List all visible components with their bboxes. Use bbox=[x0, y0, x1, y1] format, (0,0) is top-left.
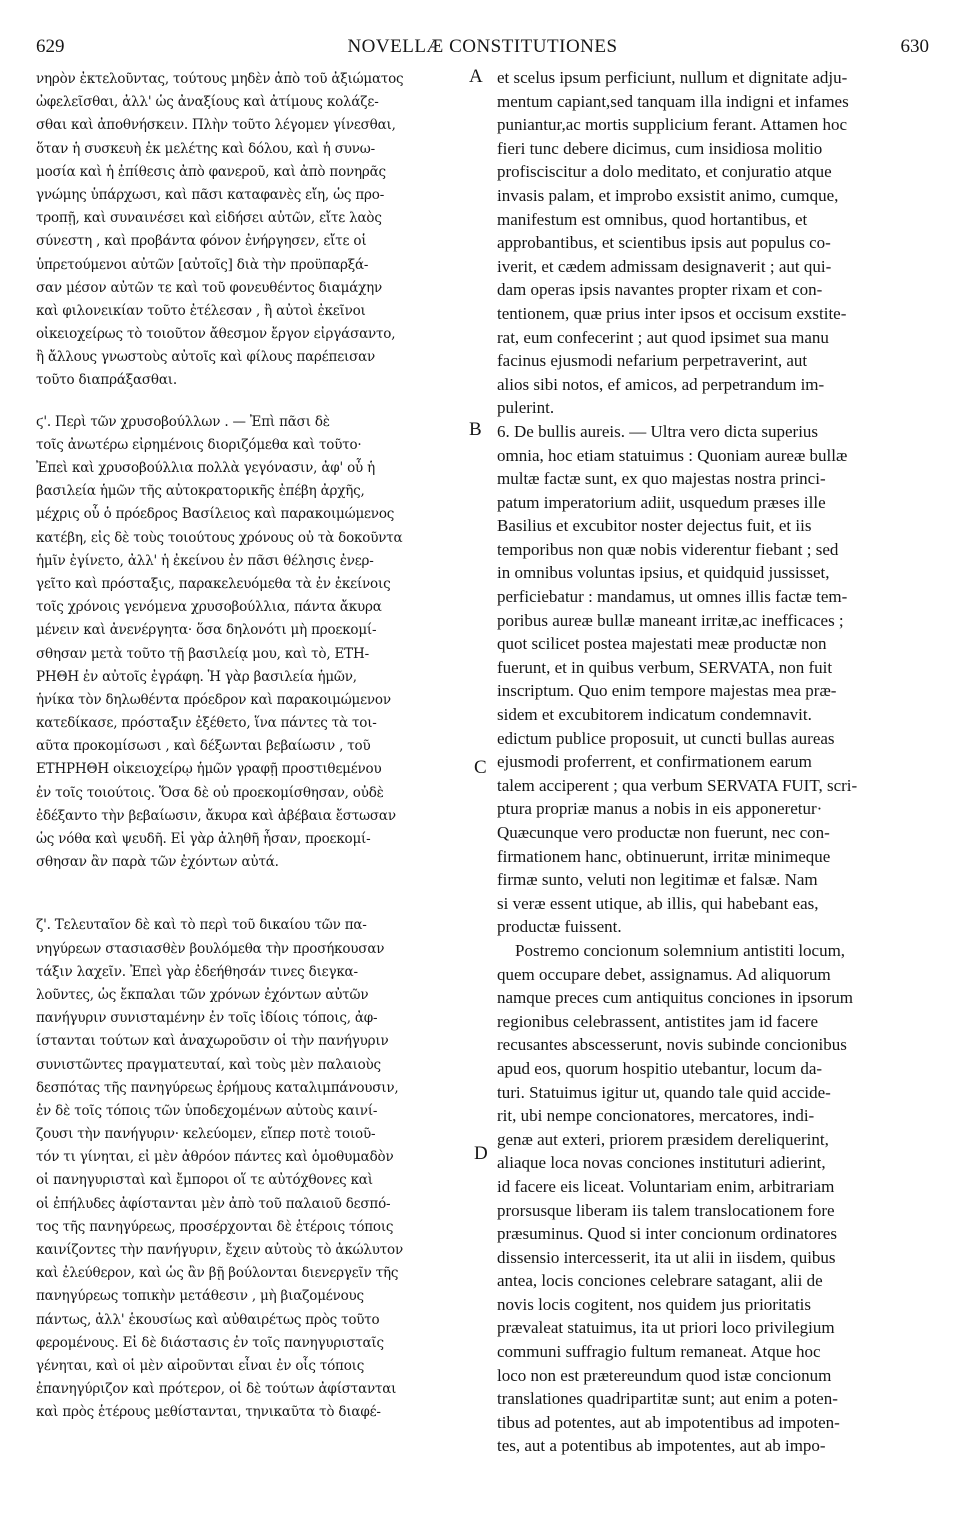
text-line: manifestum est omnibus, quod hortantibus, et bbox=[497, 209, 808, 229]
latin-column bbox=[497, 66, 929, 1458]
text-line: πανηγύρεως τοπικὴν μετάθεσιν , μὴ βιαζομένους bbox=[36, 1288, 364, 1305]
text-line: λοῦντες, ὡς ἔκπαλαι τῶν χρόνων ἐχόντων αὐτῶν bbox=[36, 986, 369, 1003]
text-line: fieri tunc debere dicimus, cum insidiosa molitio bbox=[497, 138, 823, 158]
text-line: κατέβη, εἰς δὲ τοὺς τοιούτους χρόνους οὐ τὰ δοκοῦντα bbox=[36, 529, 403, 546]
text-line: συνιστῶντες πραγματευταί, καὶ τοὺς μὲν παλαιοὺς bbox=[36, 1056, 381, 1073]
text-line: οἰκειοχείρως τὸ τοιοῦτον ἄθεσμον ἔργον εἰργάσαντο, bbox=[36, 326, 396, 343]
text-line: μέχρις οὗ ὁ πρόεδρος Βασίλειος καὶ παρακοιμώμενος bbox=[36, 506, 395, 523]
text-line: νηρὸν ἐκτελοῦντας, τούτους μηδὲν ἀπὸ τοῦ ἀξιώματος bbox=[36, 71, 404, 87]
text-line: temporibus non quæ nobis viderentur fiebant ; sed bbox=[497, 539, 839, 559]
text-line: ϛ'. Περὶ τῶν χρυσοβούλλων . — Ἐπὶ πᾶσι δὲ bbox=[36, 413, 330, 430]
text-line: omnia, hoc etiam statuimus : Quoniam aureæ bullæ bbox=[497, 445, 848, 465]
text-line: ptura propriæ manus a nobis in eis apponeretur· bbox=[497, 799, 823, 819]
text-line: id facere eis liceat. Voluntariam enim, arbitrariam bbox=[497, 1176, 835, 1196]
greek-column bbox=[36, 68, 464, 1425]
text-line: dam operas ipsis navantes propter rixam et con- bbox=[497, 280, 823, 300]
text-line: prævaleat statuimus, ita ut priori loco privilegium bbox=[497, 1318, 835, 1338]
text-line: οἱ πανηγυρισταὶ καὶ ἔμποροι οἵ τε αὐτόχθονες καὶ bbox=[36, 1172, 373, 1189]
text-line: Quæcunque vero productæ non fuerunt, nec con- bbox=[497, 823, 830, 842]
text-line: præsuminus. Quod si inter concionum ordinatores bbox=[497, 1224, 837, 1244]
text-line: ὡς νόθα καὶ ψευδῆ. Εἰ γὰρ ἀληθῆ ἦσαν, προεκομί- bbox=[36, 831, 371, 847]
text-line: ίστανται τούτων καὶ ἀναχωροῦσιν οἱ τὴν πανήγυριν bbox=[36, 1033, 389, 1050]
text-line: τροπῇ, καὶ συναινέσει καὶ εἰδήσει αὐτῶν, εἴτε λαὸς bbox=[36, 210, 382, 227]
text-line: νηγύρεων στασιασθὲν βουλόμεθα τὴν προσήκουσαν bbox=[36, 940, 385, 957]
margin-letter-a: A bbox=[469, 66, 483, 87]
text-line: patum imperatorium adiit, usquedum præses ille bbox=[497, 492, 826, 512]
text-line: μοσία καὶ ἡ ἐπίθεσις ἀπὸ φανεροῦ, καὶ ἀπὸ πονηρᾶς bbox=[36, 163, 386, 180]
running-title: NOVELLÆ CONSTITUTIONES bbox=[347, 36, 618, 57]
text-line: perficiebatur : mandamus, ut omnes illis factæ tem- bbox=[497, 587, 848, 607]
text-line: φερομένους. Εἰ δὲ διάστασις ἐν τοῖς πανηγυρισταῖς bbox=[36, 1334, 384, 1351]
text-line: translationes quadripartitæ sunt; aut enim a poten- bbox=[497, 1389, 838, 1409]
text-line: σθησαν ἂν παρὰ τῶν ἐχόντων αὐτά. bbox=[36, 854, 279, 871]
text-line: rat, eum confecerint ; aut quod ipsimet sua manu bbox=[497, 327, 829, 347]
text-line: ζουσι τὴν πανήγυριν· κελεύομεν, εἴπερ ποτὲ τοιοῦ- bbox=[36, 1126, 376, 1143]
text-line: καὶ φιλονεικίαν τοῦτο ἐτέλεσαν , ἢ αὐτοὶ ἐκεῖνοι bbox=[36, 302, 366, 319]
text-line: ὠφελεῖσθαι, ἀλλ' ὡς ἀναξίους καὶ ἀτίμους κολάζε- bbox=[36, 94, 379, 111]
text-line: ἡνίκα τὸν δηλωθέντα πρόεδρον καὶ παρακοιμώμενον bbox=[36, 691, 391, 708]
text-line: puniantur,ac mortis supplicium ferant. Attamen hoc bbox=[497, 115, 848, 135]
text-line: γνώμης ὑπάρχωσι, καὶ πᾶσι καταφανὲς εἴη, ὡς προ- bbox=[36, 186, 385, 203]
text-line: πανήγυριν συνισταμένην ἐν τοῖς ἰδίοις τόποις, ἀφ- bbox=[36, 1010, 378, 1027]
text-line: Postremo concionum solemnium antistiti locum, bbox=[515, 940, 846, 960]
text-line: profisciscitur a dolo meditato, et conjuratio atque bbox=[497, 162, 832, 182]
text-line: quem occupare debet, assignamus. Ad aliquorum bbox=[497, 964, 831, 984]
text-line: τοῖς ἀνωτέρω εἰρημένοις διοριζόμεθα καὶ τοῦτο· bbox=[36, 436, 362, 453]
text-line: Basilius et excubitor noster dejectus fuit, et iis bbox=[497, 516, 812, 536]
text-line: in omnibus voluntas ipsius, et quidquid jussisset, bbox=[497, 563, 830, 583]
text-line: μένειν καὶ ἀνενέργητα· ὅσα δηλονότι μὴ προεκομί- bbox=[36, 622, 377, 639]
text-line: edictum publice proposuit, ut cuncti bullas aureas bbox=[497, 728, 835, 748]
text-line: genæ aut exteri, priorem præsidem dereliquerint, bbox=[497, 1129, 829, 1149]
text-line: loco non est prætereundum quod istæ concionum bbox=[497, 1365, 832, 1385]
text-line: Ἐπεὶ καὶ χρυσοβούλλια πολλὰ γεγόνασιν, ἀφ' οὗ ἡ bbox=[36, 460, 376, 476]
text-line: quot scilicet postea majestati meæ productæ non bbox=[497, 634, 827, 654]
text-line: facinus ejusmodi nefarium perpetraverint, aut bbox=[497, 351, 808, 371]
text-line: τόν τι γίνηται, εἰ μὲν ἀθρόον πάντες καὶ ὁμοθυμαδὸν bbox=[36, 1149, 394, 1166]
text-line: antea, locis conciones celebrare satagant, alii de bbox=[497, 1271, 823, 1291]
text-line: 6. De bullis aureis. — Ultra vero dicta superius bbox=[497, 421, 819, 441]
margin-letter-c: C bbox=[474, 757, 487, 778]
page-header bbox=[36, 36, 929, 62]
text-line: firmationem hanc, obtinuerunt, irritæ minimeque bbox=[497, 846, 831, 866]
text-line: sidem et excubitorem indicatum condemnavit. bbox=[497, 705, 812, 725]
text-line: invasis palam, et improbo exsistit animo, cumque, bbox=[497, 185, 839, 205]
text-line: recusantes abscesserunt, novis subinde concionibus bbox=[497, 1035, 847, 1055]
text-line: γένηται, καὶ οἱ μὲν αἱροῦνται εἶναι ἐν οἷς τόποις bbox=[36, 1357, 365, 1374]
text-line: pulerint. bbox=[497, 398, 555, 418]
text-line: σθαι καὶ ἀποθνήσκειν. Πλὴν τοῦτο λέγομεν γίνεσθαι, bbox=[36, 117, 396, 134]
text-line: si veræ essent utique, ab illis, qui habebant eas, bbox=[497, 893, 819, 913]
text-line: ἡμῖν ἐγίνετο, ἀλλ' ἡ ἐκείνου ἐν πᾶσι θέλησις ἐνερ- bbox=[36, 552, 374, 569]
page-number-left: 629 bbox=[36, 36, 65, 57]
text-line: οἱ ἐπήλυδες ἀφίστανται μὲν ἀπὸ τοῦ παλαιοῦ δεσπό- bbox=[36, 1195, 391, 1212]
text-line: γεῖτο καὶ πρόσταξις, παρακελευόμεθα τὰ ἐν ἐκείνοις bbox=[36, 575, 391, 592]
text-line: τοῦτο διαπράξασθαι. bbox=[36, 372, 177, 389]
text-line: et scelus ipsum perficiunt, nullum et dignitate adju- bbox=[497, 68, 848, 87]
text-line: rit, ubi nempe concionatores, mercatores, indi- bbox=[497, 1106, 815, 1126]
text-line: fuerunt, et in quibus verbum, SERVATA, non fuit bbox=[497, 657, 833, 677]
text-line: ΡΗΘΗ ἐν αὐτοῖς ἐγράφη. Ἡ γὰρ βασιλεία ἡμῶν, bbox=[36, 668, 357, 685]
margin-letter-d: D bbox=[474, 1143, 488, 1164]
text-line: σθησαν μετὰ τοῦτο τῇ βασιλείᾳ μου, καὶ τὸ, ΕΤΗ- bbox=[36, 645, 369, 662]
text-line: σαν μέσον αὐτῶν τε καὶ τοῦ φονευθέντος διαμάχην bbox=[36, 279, 382, 296]
text-line: tes, aut a potentibus ab impotentes, aut ab impo- bbox=[497, 1436, 826, 1456]
text-line: aliaque loca novas conciones instituturi adierint, bbox=[497, 1153, 826, 1173]
text-line: αῦτα προκομίσωσι , καὶ δέξωνται βεβαίωσιν , τοῦ bbox=[36, 738, 371, 755]
text-line: δεσπότας τῆς πανηγύρεως ἐρήμους καταλιμπάνουσιν, bbox=[36, 1079, 399, 1096]
text-line: βασιλεία ἡμῶν τῆς αὐτοκρατορικῆς ἐπέβη ἀρχῆς, bbox=[36, 483, 365, 500]
text-line: mentum capiant,sed tanquam illa indigni et infames bbox=[497, 91, 849, 111]
text-line: tentionem, quæ prius inter ipsos et occisum exstite- bbox=[497, 303, 847, 323]
text-line: ἐπανηγύριζον καὶ πρότερον, οἱ δὲ τούτων ἀφίστανται bbox=[36, 1381, 397, 1398]
text-line: σύνεστη , καὶ προβάντα φόνον ἐνήργησεν, εἴτε οἱ bbox=[36, 233, 367, 250]
text-line: alios sibi notos, ef amicos, ad perpetrandum im- bbox=[497, 374, 825, 394]
margin-letter-b: B bbox=[469, 419, 482, 440]
page-number-right: 630 bbox=[900, 36, 929, 57]
paragraph-gap bbox=[36, 393, 464, 411]
text-line: ἐν τοῖς τοιούτοις. Ὅσα δὲ οὐ προεκομίσθησαν, οὐδὲ bbox=[36, 784, 384, 801]
text-line: inscriptum. Quo enim tempore majestas mea præ- bbox=[497, 681, 837, 701]
text-line: dissensio intercesserit, ita ut alii in iisdem, quibus bbox=[497, 1247, 836, 1267]
text-line: turi. Statuimus igitur ut, quando tale quid accide- bbox=[497, 1082, 831, 1102]
text-line: ζ'. Τελευταῖον δὲ καὶ τὸ περὶ τοῦ δικαίου τῶν πα- bbox=[36, 917, 367, 934]
text-line: namque preces cum antiquitus conciones in ipsorum bbox=[497, 988, 853, 1008]
text-line: approbantibus, et scientibus ipsis aut populus co- bbox=[497, 233, 831, 253]
text-line: ἐν δὲ τοῖς τόποις τῶν ὑποδεχομένων αὐτοὺς καινί- bbox=[36, 1102, 378, 1119]
text-line: ὑπρετούμενοι αὐτῶν [αὐτοῖς] διὰ τὴν προϋπαρξά- bbox=[36, 256, 369, 273]
text-line: firmæ sunto, veluti non legitimæ et falsæ. Nam bbox=[497, 870, 818, 890]
text-line: communi suffragio fultum remaneat. Atque hoc bbox=[497, 1342, 821, 1362]
text-line: prorsusque liberam iis talem translocationem fore bbox=[497, 1200, 835, 1220]
text-line: iverit, et cædem admissam designaverit ; aut qui- bbox=[497, 256, 832, 276]
text-line: apud eos, quorum hospitio utebantur, locum da- bbox=[497, 1058, 823, 1078]
paragraph-gap bbox=[36, 874, 464, 914]
text-line: talem acciperent ; qua verbum SERVATA FUIT, scri- bbox=[497, 775, 858, 795]
text-line: τοῖς χρόνοις γενόμενα χρυσοβούλλια, πάντα ἄκυρα bbox=[36, 599, 382, 616]
text-line: καὶ πρὸς ἑτέρους μεθίστανται, τηνικαῦτα τὸ διαφέ- bbox=[36, 1404, 381, 1421]
text-line: πάντως, ἀλλ' ἑκουσίως καὶ αὐθαιρέτως πρὸς τοῦτο bbox=[36, 1311, 380, 1328]
text-line: τάξιν λαχεῖν. Ἐπεὶ γὰρ ἐδεήθησάν τινες διεγκα- bbox=[36, 963, 358, 980]
text-line: καὶ ἐλεύθερον, καὶ ὡς ἂν βῇ βούλονται διενεργεῖν τῆς bbox=[36, 1265, 399, 1282]
text-line: novis locis cogitent, nos quidem jus prioritatis bbox=[497, 1294, 812, 1314]
text-line: ejusmodi proferrent, et confirmationem earum bbox=[497, 752, 812, 772]
text-line: poribus aureæ bullæ maneant irritæ,ac inefficaces ; bbox=[497, 610, 844, 630]
text-line: καινίζοντες τὴν πανήγυριν, ἔχειν αὐτοὺς τὸ ἀκώλυτον bbox=[36, 1242, 403, 1258]
text-line: ὅταν ἡ συσκευὴ ἐκ μελέτης καὶ δόλου, καὶ ἡ συνω- bbox=[36, 140, 375, 157]
text-line: ἢ ἄλλους γνωστοὺς αὐτοῖς καὶ φίλους παρέπεισαν bbox=[36, 349, 376, 366]
text-line: τος τῆς πανηγύρεως, προσέρχονται δὲ ἑτέροις τόποις bbox=[36, 1218, 394, 1235]
text-line: κατεδίκασε, πρόσταξιν ἐξέθετο, ἵνα πάντες τὰ τοι- bbox=[36, 715, 377, 732]
text-line: productæ fuissent. bbox=[497, 917, 622, 937]
text-line: tibus ad potentes, aut ab impotentibus ad impoten- bbox=[497, 1412, 840, 1432]
text-line: ΕΤΗΡΗΘΗ οἰκειοχείρῳ ἡμῶν γραφῇ προστιθεμένου bbox=[36, 761, 382, 778]
text-line: regionibus celebrassent, antistites jam id facere bbox=[497, 1011, 818, 1031]
text-line: multæ factæ sunt, ex quo majestas nostra princi- bbox=[497, 469, 826, 489]
text-line: ἐδέξαντο τὴν βεβαίωσιν, ἄκυρα καὶ ἀβέβαια ἔστωσαν bbox=[36, 807, 396, 824]
